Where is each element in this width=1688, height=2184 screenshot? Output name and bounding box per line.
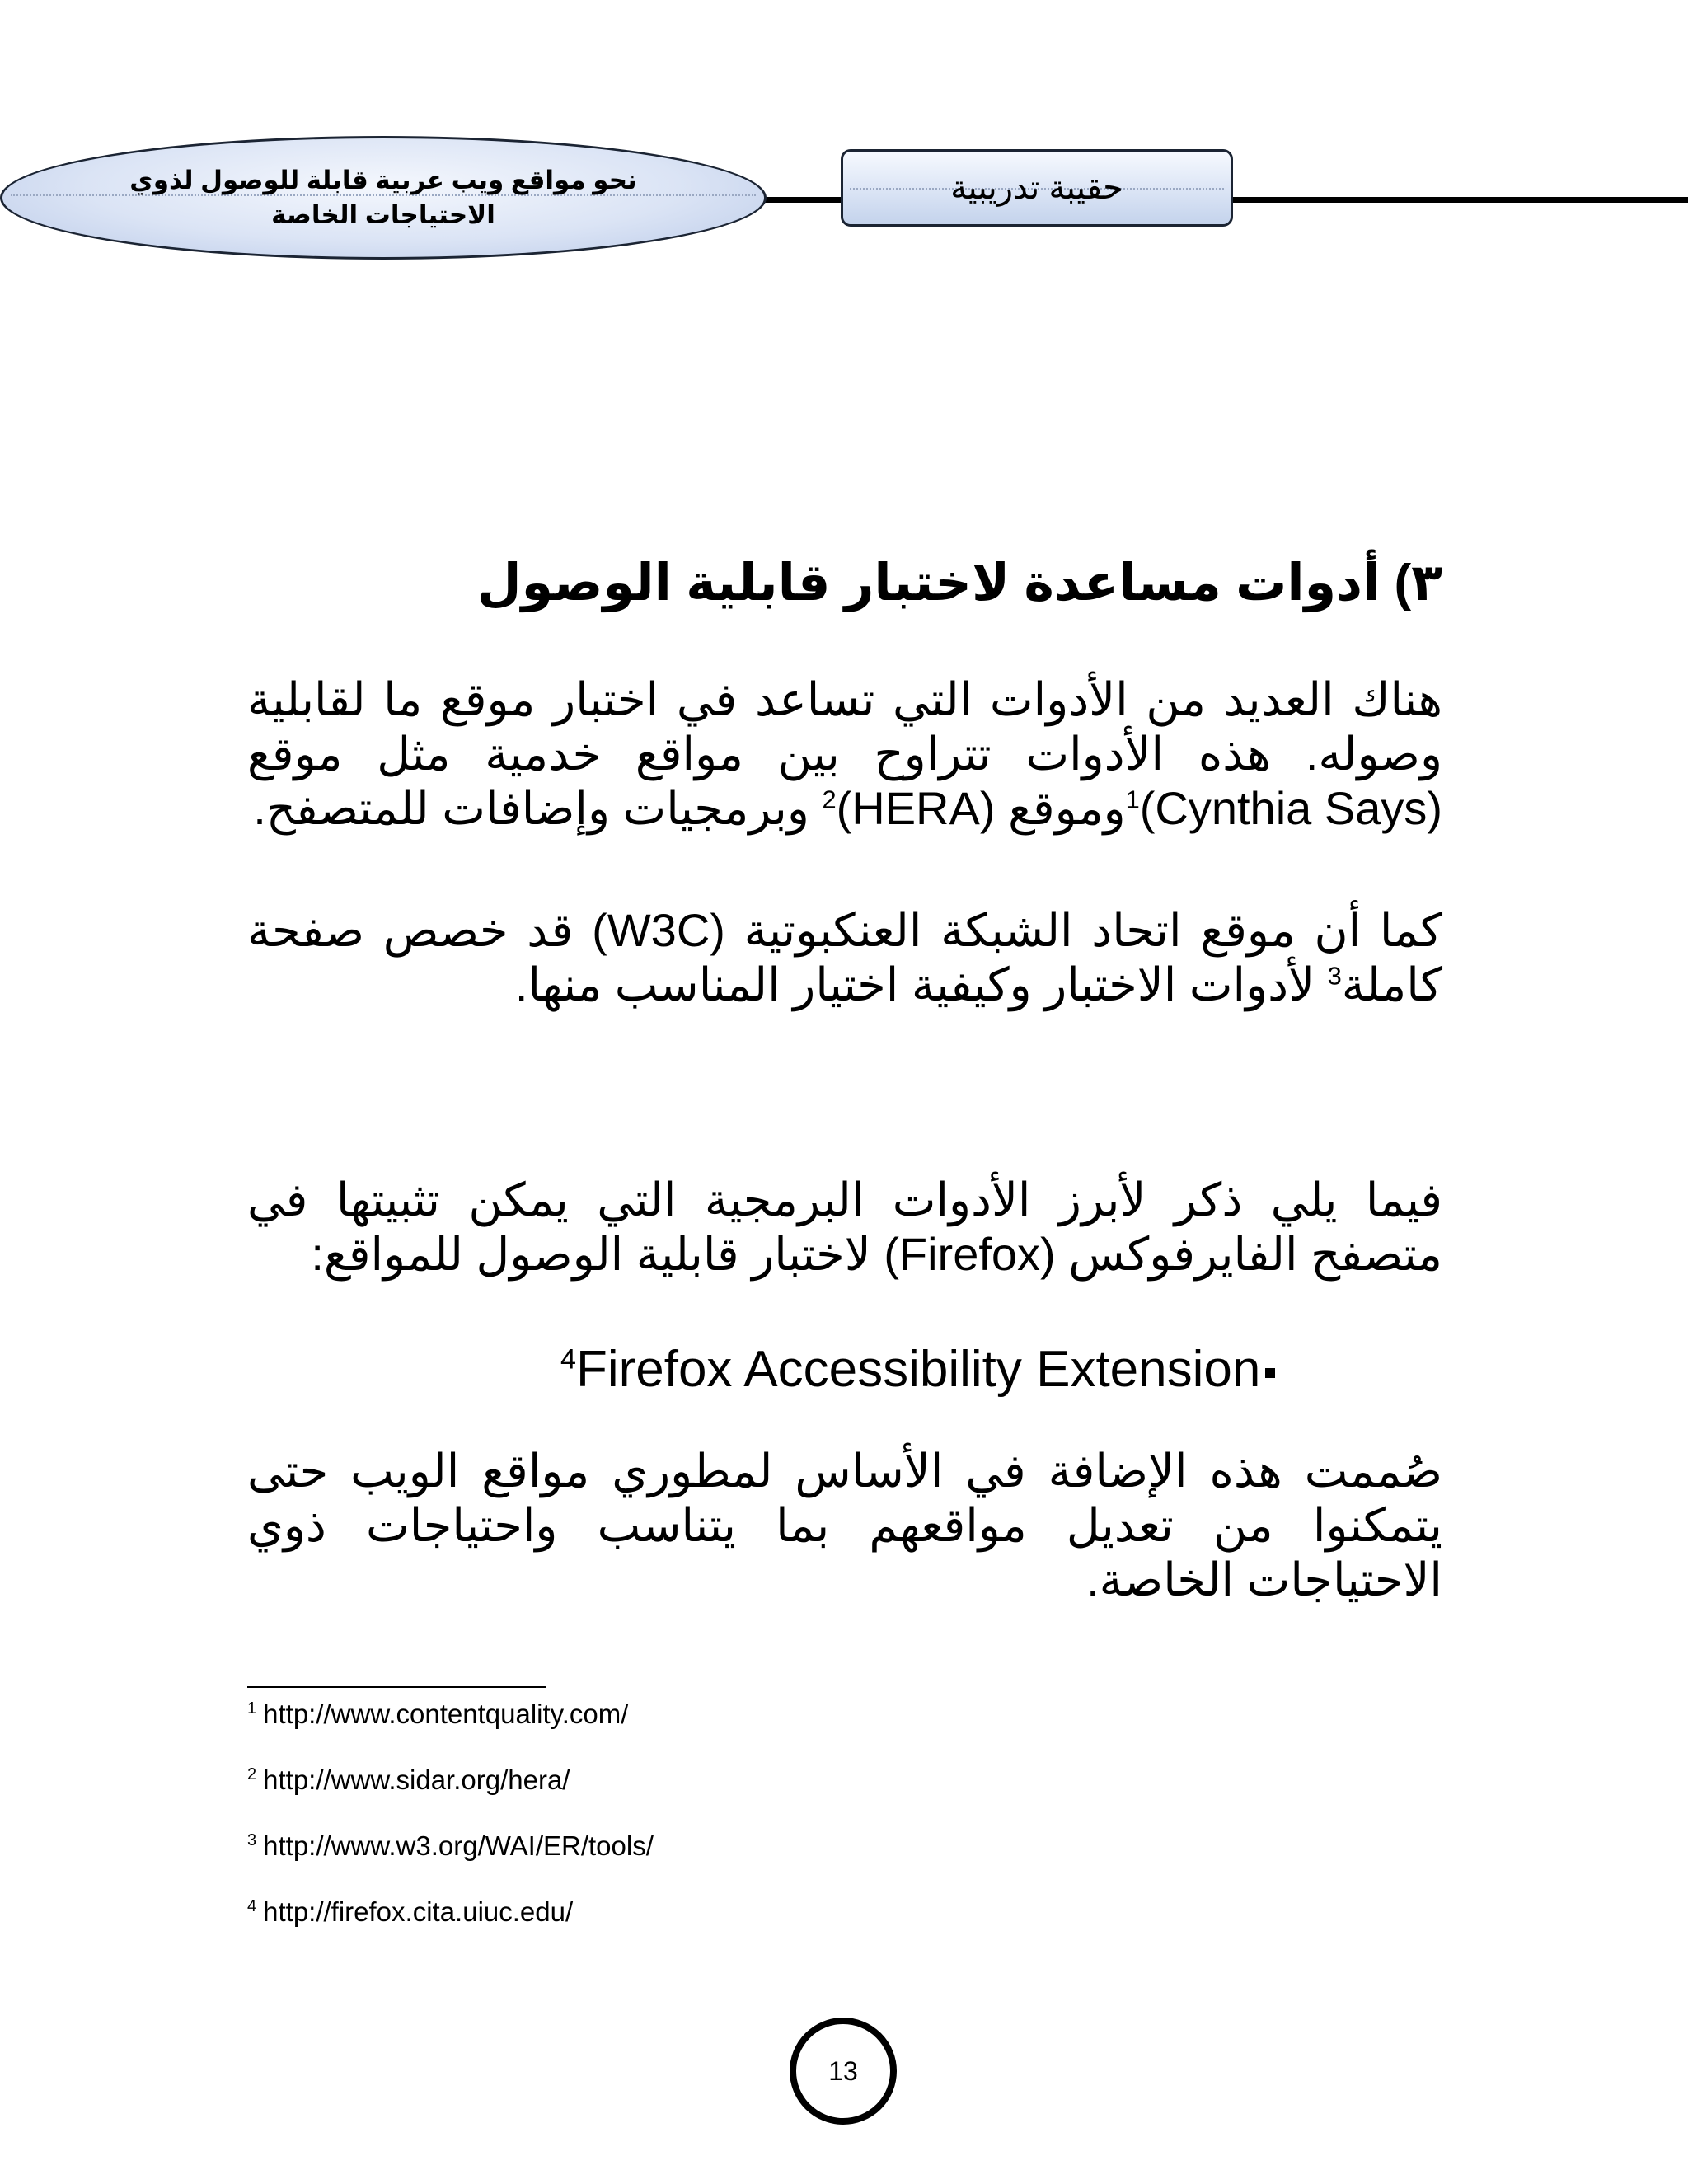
footnote-separator — [247, 1686, 546, 1688]
bullet-text: Firefox Accessibility Extension — [575, 1341, 1261, 1398]
paragraph-text: كما أن موقع اتحاد الشبكة العنكبوتية (W3C) قد خصص صفحة كاملة — [247, 904, 1443, 1010]
page-number — [790, 2018, 897, 2125]
footnote-link[interactable]: http://www.w3.org/WAI/ER/tools/ — [263, 1830, 654, 1861]
footnote-number: 1 — [247, 1699, 257, 1718]
header-tab — [841, 149, 1233, 227]
header-title-line1: نحو مواقع ويب عربية قابلة للوصول لذوي — [129, 166, 637, 194]
header-title-oval — [0, 136, 767, 260]
paragraph-text: وبرمجيات وإضافات للمتصفح. — [253, 782, 823, 834]
bullet-item — [560, 1337, 1275, 1403]
footnote-ref: 1 — [1125, 785, 1140, 814]
footnote-item — [247, 1764, 570, 1797]
paragraph-tools-intro — [247, 673, 1442, 836]
footnote-ref: 2 — [822, 785, 837, 814]
footnote-number: 3 — [247, 1831, 257, 1849]
footnote-ref: 4 — [560, 1343, 576, 1376]
paragraph-text: لأدوات الاختبار وكيفية اختيار المناسب منها. — [514, 958, 1328, 1010]
footnote-link[interactable]: http://www.sidar.org/hera/ — [263, 1765, 570, 1795]
paragraph-text: هناك العديد من الأدوات التي تساعد في اختبار موقع ما لقابلية وصوله. هذه الأدوات تتراوح بين مواقع خدمية مثل موقع (Cynthia Says) — [247, 673, 1442, 834]
header-title-line2: الاحتياجات الخاصة — [271, 200, 495, 229]
footnote-link[interactable]: http://www.contentquality.com/ — [263, 1699, 629, 1729]
paragraph-extension-desc: صُممت هذه الإضافة في الأساس لمطوري مواقع الويب حتى يتمكنوا من تعديل مواقعهم بما يتناسب واحتياجات ذوي الاحتياجات الخاصة. — [247, 1445, 1442, 1605]
footnote-ref: 3 — [1327, 961, 1342, 991]
paragraph-firefox-tools: فيما يلي ذكر لأبرز الأدوات البرمجية التي يمكن تثبيتها في متصفح الفايرفوكس (Firefox) لاختبار قابلية الوصول للمواقع: — [247, 1174, 1443, 1280]
footnote-number: 4 — [247, 1897, 257, 1915]
footnote-item — [247, 1698, 628, 1731]
footnote-number: 2 — [247, 1765, 257, 1783]
page-number-text: 13 — [828, 2055, 858, 2086]
paragraph-w3c — [247, 903, 1442, 1012]
paragraph-text: وموقع (HERA) — [836, 782, 1126, 834]
footnote-link[interactable]: http://firefox.cita.uiuc.edu/ — [263, 1896, 574, 1927]
bullet-square-icon — [1265, 1368, 1275, 1378]
footnote-item — [247, 1830, 654, 1863]
header-tab-label: حقيبة تدريبية — [950, 170, 1123, 206]
section-heading: ٣) أدوات مساعدة لاختبار قابلية الوصول — [476, 555, 1442, 612]
footnote-item — [247, 1896, 573, 1929]
